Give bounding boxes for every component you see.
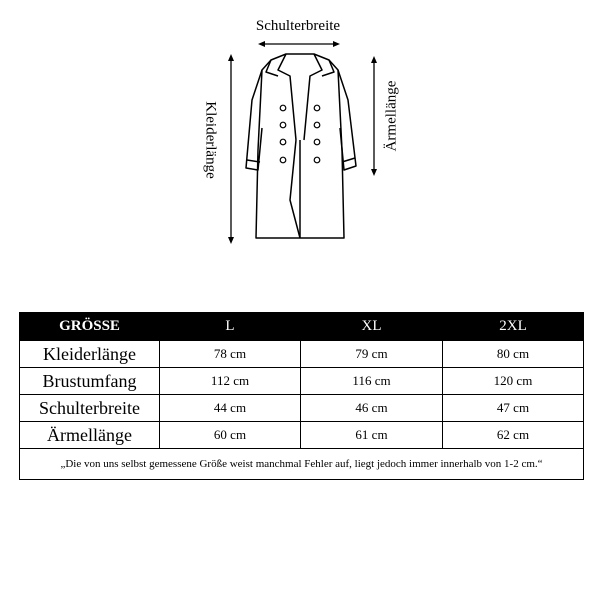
coat-measurement-diagram (0, 0, 600, 260)
measurement-note: „Die von uns selbst gemessene Größe weist manchmal Fehler auf, liegt jedoch immer innerhalb von 1-2 cm.“ (20, 449, 584, 480)
sleeve-length-label: Ärmellänge (383, 80, 400, 152)
row-label: Brustumfang (20, 368, 160, 395)
coat-illustration (0, 0, 600, 260)
table-cell: 46 cm (301, 395, 443, 422)
table-cell: 62 cm (443, 422, 584, 449)
table-row (20, 341, 584, 368)
table-row (20, 368, 584, 395)
table-cell: 112 cm (160, 368, 301, 395)
table-cell: 44 cm (160, 395, 301, 422)
length-arrow (228, 54, 234, 244)
table-cell: 80 cm (443, 341, 584, 368)
table-row (20, 395, 584, 422)
length-label: Kleiderlänge (202, 101, 219, 179)
table-cell: 60 cm (160, 422, 301, 449)
header-l: L (160, 313, 301, 341)
table-cell: 47 cm (443, 395, 584, 422)
sleeve-arrow (371, 56, 377, 176)
shoulder-width-label: Schulterbreite (255, 18, 341, 34)
table-row (20, 422, 584, 449)
header-xl: XL (301, 313, 443, 341)
table-cell: 79 cm (301, 341, 443, 368)
table-cell: 61 cm (301, 422, 443, 449)
shoulder-width-arrow (258, 41, 340, 47)
table-cell: 116 cm (301, 368, 443, 395)
row-label: Ärmellänge (20, 422, 160, 449)
table-cell: 78 cm (160, 341, 301, 368)
row-label: Schulterbreite (20, 395, 160, 422)
note-row (20, 449, 584, 480)
header-size: GRÖSSE (20, 313, 160, 341)
size-table-header (20, 313, 584, 341)
row-label: Kleiderlänge (20, 341, 160, 368)
table-cell: 120 cm (443, 368, 584, 395)
coat-outline (246, 54, 356, 238)
size-table (19, 312, 584, 480)
header-2xl: 2XL (443, 313, 584, 341)
